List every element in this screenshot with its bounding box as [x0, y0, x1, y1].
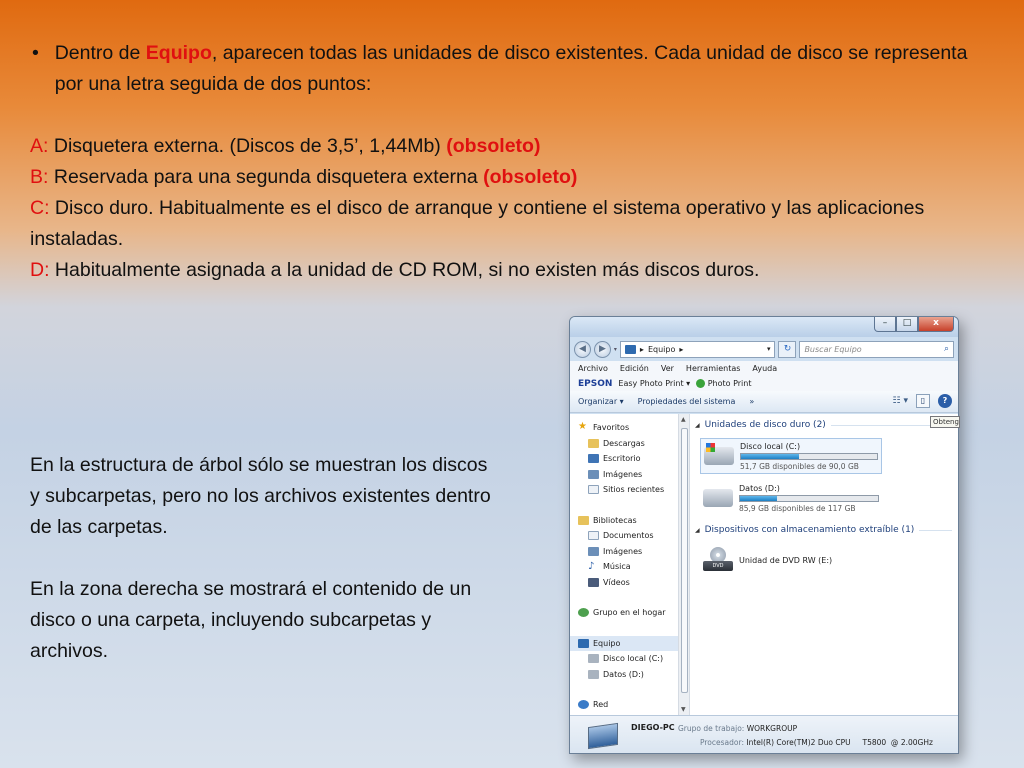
- recent-places-icon: [588, 485, 599, 494]
- nav-label: Descargas: [603, 438, 645, 448]
- computer-icon: [625, 345, 636, 354]
- computer-icon: [588, 723, 618, 749]
- scroll-thumb[interactable]: [681, 428, 688, 693]
- nav-label: Escritorio: [603, 454, 641, 464]
- bullet-text: [55, 38, 990, 100]
- workgroup-label: Grupo de trabajo:: [678, 724, 745, 733]
- drives-pane: [690, 414, 958, 715]
- drive-letter-list: [30, 131, 990, 286]
- nav-label: Disco local (C:): [603, 654, 664, 664]
- refresh-button[interactable]: ↻: [778, 341, 796, 358]
- nav-videos[interactable]: [570, 575, 678, 591]
- homegroup-icon: [578, 608, 589, 617]
- letter-description: Reservada para una segunda disquetera externa: [48, 166, 484, 188]
- drive-d-tile[interactable]: [700, 480, 882, 516]
- letter-description: Habitualmente asignada a la unidad de CD ROM, si no existen más discos duros.: [49, 259, 760, 281]
- downloads-folder-icon: [588, 439, 599, 448]
- photo-print-button[interactable]: [696, 379, 751, 388]
- drive-letter-c: [30, 193, 990, 255]
- details-pane: [570, 715, 958, 754]
- navigation-pane: [570, 414, 678, 715]
- content-area: [570, 414, 958, 715]
- more-commands-button[interactable]: »: [749, 397, 755, 406]
- obsolete-flag: (obsoleto): [446, 135, 541, 157]
- letter-label: B:: [30, 166, 49, 188]
- bullet-symbol: •: [32, 42, 39, 64]
- address-separator: ▸: [639, 344, 644, 354]
- star-icon: ★: [578, 421, 587, 433]
- nav-label: Equipo: [593, 638, 621, 648]
- chevron-down-icon[interactable]: ▾: [766, 345, 771, 353]
- drive-letter-b: [30, 162, 990, 193]
- nav-label: Vídeos: [603, 577, 630, 587]
- title-bar: [570, 317, 958, 337]
- drive-name: Unidad de DVD RW (E:): [739, 555, 833, 565]
- nav-grupo-hogar[interactable]: [570, 605, 678, 621]
- nav-disco-local[interactable]: [570, 651, 678, 667]
- intro-prefix: Dentro de: [54, 42, 146, 64]
- nav-label: Imágenes: [603, 469, 643, 479]
- nav-red[interactable]: [570, 697, 678, 713]
- hard-drive-icon: [588, 654, 599, 663]
- scroll-up-arrow[interactable]: ▲: [681, 416, 686, 423]
- nav-label: Favoritos: [593, 423, 630, 433]
- letter-description: Disquetera externa. (Discos de 3,5’, 1,44Mb): [48, 135, 447, 157]
- address-location[interactable]: Equipo: [647, 344, 676, 354]
- photo-print-label: Photo Print: [707, 379, 752, 388]
- address-row: [570, 337, 958, 361]
- dvd-badge: DVD: [703, 561, 733, 571]
- removable-header[interactable]: [690, 522, 958, 538]
- drive-letter-d: [30, 255, 990, 286]
- music-note-icon: ♪: [588, 561, 595, 573]
- scroll-down-arrow[interactable]: ▼: [681, 706, 686, 713]
- tooltip: Obteng: [930, 416, 960, 428]
- pictures-icon: [588, 547, 599, 556]
- free-space: 85,9 GB disponibles de 117 GB: [739, 503, 856, 513]
- videos-icon: [588, 578, 599, 587]
- hard-drive-icon: [588, 670, 599, 679]
- search-placeholder: Buscar Equipo: [804, 344, 862, 354]
- pictures-icon: [588, 470, 599, 479]
- nav-label: Música: [603, 562, 631, 572]
- address-bar[interactable]: [620, 341, 776, 358]
- workgroup-value: WORKGROUP: [746, 724, 798, 733]
- view-options-button[interactable]: ☷ ▾: [892, 396, 908, 406]
- intro-rest: , aparecen todas las unidades de disco existentes. Cada unidad de disco se representa por una letra seguida de dos puntos:: [54, 42, 968, 95]
- bullet-item: [30, 38, 990, 100]
- search-icon[interactable]: ⌕: [943, 344, 949, 354]
- obsolete-flag: (obsoleto): [483, 166, 578, 188]
- dvd-drive-icon: [703, 547, 733, 573]
- processor-label: Procesador:: [700, 738, 744, 747]
- collapse-triangle-icon: ◢: [695, 421, 700, 429]
- windows-hard-drive-icon: [704, 447, 734, 465]
- intro-text-block: [30, 38, 990, 286]
- forward-button[interactable]: ▶: [594, 341, 611, 358]
- menu-ayuda[interactable]: Ayuda: [752, 364, 778, 373]
- processor-value: Intel(R) Core(TM)2 Duo CPU T5800 @ 2.00GHz: [746, 738, 933, 747]
- nav-equipo[interactable]: [570, 636, 678, 652]
- usage-fill: [741, 454, 799, 459]
- preview-pane-button[interactable]: ▯: [916, 394, 930, 408]
- pc-name: DIEGO-PC: [631, 723, 675, 732]
- nav-musica[interactable]: [570, 559, 678, 575]
- desktop-icon: [588, 454, 599, 463]
- usage-bar: [740, 453, 878, 460]
- nav-escritorio[interactable]: [570, 451, 678, 467]
- nav-bibliotecas[interactable]: [570, 513, 678, 529]
- explorer-window: [569, 316, 959, 754]
- letter-label: C:: [30, 197, 50, 219]
- search-input[interactable]: [799, 341, 954, 358]
- tree-paragraph: En la estructura de árbol sólo se muestran los discos y subcarpetas, pero no los archivos existentes dentro de las carpetas.: [30, 454, 491, 538]
- nav-label: Datos (D:): [603, 669, 644, 679]
- epson-toolbar: [570, 376, 958, 391]
- nav-label: Sitios recientes: [603, 485, 665, 495]
- letter-label: D:: [30, 259, 50, 281]
- nav-imagenes-fav[interactable]: [570, 467, 678, 483]
- nav-scrollbar[interactable]: [678, 414, 690, 715]
- libraries-icon: [578, 516, 589, 525]
- collapse-triangle-icon: ◢: [695, 526, 700, 534]
- back-button[interactable]: ◀: [574, 341, 591, 358]
- processor-row: [700, 738, 933, 747]
- menu-bar: [570, 361, 958, 376]
- nav-favorites[interactable]: [570, 420, 678, 436]
- usage-fill: [740, 496, 777, 501]
- hard-disks-header[interactable]: [690, 417, 958, 433]
- workgroup-row: [678, 724, 797, 733]
- nav-label: Documentos: [603, 531, 654, 541]
- nav-label: Bibliotecas: [593, 515, 637, 525]
- menu-ver[interactable]: Ver: [660, 364, 674, 373]
- right-pane-paragraph: En la zona derecha se mostrará el contenido de un disco o una carpeta, incluyendo subcarpetas y archivos.: [30, 578, 472, 662]
- maximize-button[interactable]: □: [896, 317, 918, 332]
- close-button[interactable]: x: [918, 317, 954, 332]
- side-text-block: [30, 450, 500, 667]
- documents-icon: [588, 531, 599, 540]
- nav-documentos[interactable]: [570, 528, 678, 544]
- menu-archivo[interactable]: Archivo: [578, 364, 608, 373]
- equipo-highlight: Equipo: [145, 42, 212, 64]
- hard-drive-icon: [703, 489, 733, 507]
- help-icon[interactable]: ?: [938, 394, 952, 408]
- free-space: 51,7 GB disponibles de 90,0 GB: [740, 461, 859, 471]
- menu-edicion[interactable]: Edición: [619, 364, 649, 373]
- minimize-button[interactable]: –: [874, 317, 896, 332]
- address-separator[interactable]: ▸: [679, 344, 684, 354]
- command-bar: [570, 391, 958, 413]
- letter-label: A:: [30, 135, 49, 157]
- letter-description: Disco duro. Habitualmente es el disco de arranque y contiene el sistema operativo y las aplicaciones instaladas.: [30, 197, 925, 250]
- computer-icon: [578, 639, 589, 648]
- nav-descargas[interactable]: [570, 436, 678, 452]
- history-dropdown-icon[interactable]: ▾: [613, 345, 617, 353]
- photo-print-icon: [696, 379, 705, 388]
- easy-photo-print-label: Easy Photo Print: [618, 379, 684, 388]
- usage-bar: [739, 495, 879, 502]
- nav-label: Imágenes: [603, 546, 643, 556]
- view-controls: [893, 394, 952, 408]
- menu-herramientas[interactable]: Herramientas: [685, 364, 741, 373]
- caption-buttons: [874, 317, 954, 332]
- group-title: Unidades de disco duro (2): [704, 420, 826, 430]
- drive-c-tile[interactable]: [700, 438, 882, 474]
- nav-datos[interactable]: [570, 667, 678, 683]
- network-icon: [578, 700, 589, 709]
- drive-name: Datos (D:): [739, 483, 780, 493]
- drive-letter-a: [30, 131, 990, 162]
- nav-sitios-recientes[interactable]: [570, 482, 678, 498]
- drive-name: Disco local (C:): [740, 441, 801, 451]
- group-title: Dispositivos con almacenamiento extraíble (1): [704, 525, 915, 535]
- organize-button[interactable]: Organizar ▾: [578, 397, 624, 406]
- epson-logo: EPSON: [578, 378, 613, 389]
- nav-imagenes[interactable]: [570, 544, 678, 560]
- nav-label: Grupo en el hogar: [593, 608, 666, 618]
- nav-label: Red: [593, 700, 609, 710]
- dvd-drive-tile[interactable]: [700, 542, 882, 578]
- system-properties-button[interactable]: Propiedades del sistema: [637, 397, 736, 406]
- easy-photo-print-button[interactable]: Easy Photo Print ▾: [618, 379, 691, 388]
